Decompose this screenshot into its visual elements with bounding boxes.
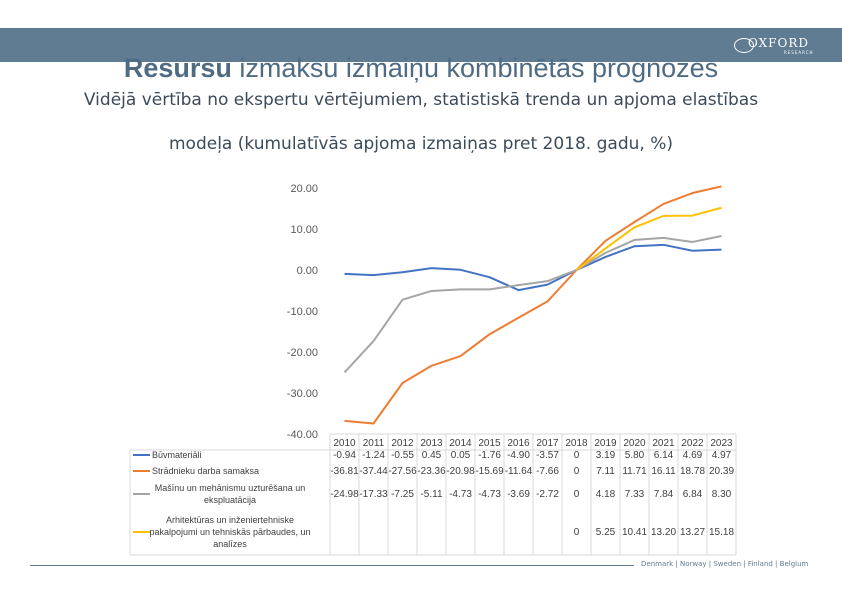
x-tick-label: 2021 <box>652 438 675 449</box>
x-tick-label: 2022 <box>681 438 704 449</box>
x-tick-label: 2017 <box>536 438 559 449</box>
y-tick-label: -40.00 <box>286 429 318 441</box>
legend-label-line: Arhitektūras un inženiertehniske <box>165 515 295 525</box>
y-tick-label: -20.00 <box>286 347 318 359</box>
data-label: 0 <box>573 450 580 461</box>
data-label: -0.55 <box>391 450 414 461</box>
data-label: 0.45 <box>421 450 442 461</box>
footer-countries: Denmark | Norway | Sweden | Finland | Belgium <box>641 560 809 568</box>
data-label: 20.39 <box>708 466 735 477</box>
data-label: -27.56 <box>388 466 417 477</box>
data-label: -4.73 <box>478 489 501 500</box>
data-label: 15.18 <box>708 527 735 538</box>
x-tick-label: 2010 <box>333 438 356 449</box>
data-label: 5.80 <box>624 450 645 461</box>
data-label: -23.36 <box>417 466 446 477</box>
x-tick-label: 2023 <box>710 438 733 449</box>
data-label: 4.18 <box>595 489 616 500</box>
x-tick-label: 2020 <box>623 438 646 449</box>
x-tick-label: 2011 <box>362 438 385 449</box>
series-line-2 <box>345 186 722 423</box>
data-label: -3.57 <box>536 450 559 461</box>
x-tick-label: 2018 <box>565 438 588 449</box>
data-label: 0 <box>573 466 580 477</box>
y-tick-label: 20.00 <box>290 183 318 195</box>
data-label: 7.11 <box>596 466 615 477</box>
data-label: -3.69 <box>507 489 530 500</box>
data-label: -1.76 <box>478 450 501 461</box>
y-tick-label: -30.00 <box>286 388 318 400</box>
y-tick-label: -10.00 <box>286 306 318 318</box>
x-tick-label: 2014 <box>449 438 472 449</box>
data-label: 10.41 <box>621 527 648 538</box>
legend-label-line: ekspluatācija <box>203 495 257 505</box>
data-label: 11.71 <box>622 466 647 477</box>
data-label: 7.33 <box>624 489 645 500</box>
data-label: 4.69 <box>682 450 703 461</box>
data-label: 5.25 <box>595 527 616 538</box>
data-label: -24.98 <box>330 489 359 500</box>
legend-label-4 <box>149 515 310 549</box>
data-label: -37.44 <box>359 466 388 477</box>
data-label: -1.24 <box>362 450 385 461</box>
data-label: 0.05 <box>450 450 471 461</box>
data-label: -0.94 <box>333 450 356 461</box>
slide-title-bold: Resursu <box>123 53 232 83</box>
legend-label-2: Strādnieku darba samaksa <box>152 466 260 476</box>
logo-subtext: RESEARCH <box>784 50 814 55</box>
data-label: 6.14 <box>653 450 674 461</box>
logo-text: OXFORD <box>748 36 809 50</box>
x-tick-label: 2012 <box>391 438 414 449</box>
data-label: -4.90 <box>507 450 530 461</box>
y-tick-label: 0.00 <box>296 265 318 277</box>
x-tick-label: 2019 <box>594 438 617 449</box>
y-tick-label: 10.00 <box>290 224 318 236</box>
series-line-3 <box>345 236 722 372</box>
data-label: -17.33 <box>359 489 388 500</box>
data-label: -36.81 <box>330 466 359 477</box>
data-label: -15.69 <box>475 466 504 477</box>
x-tick-label: 2015 <box>478 438 501 449</box>
data-label: 16.11 <box>651 466 676 477</box>
data-label: 6.84 <box>682 489 703 500</box>
data-label: 3.19 <box>595 450 616 461</box>
data-label: -2.72 <box>536 489 559 500</box>
data-label: -11.64 <box>504 466 533 477</box>
legend-label-3 <box>155 483 306 505</box>
data-label: -4.73 <box>449 489 472 500</box>
subtitle-line-1: Vidējā vērtība no ekspertu vērtējumiem, statistiskā trenda un apjoma elastības <box>83 90 759 110</box>
data-label: 0 <box>573 489 580 500</box>
legend-label-line: pakalpojumi un tehniskās pārbaudes, un <box>149 527 311 537</box>
data-label: 0 <box>573 527 580 538</box>
data-label: 13.20 <box>650 527 677 538</box>
legend-label-line: Mašīnu un mehānismu uzturēšana un <box>154 483 306 493</box>
data-label: -20.98 <box>446 466 475 477</box>
x-tick-label: 2013 <box>420 438 443 449</box>
data-label: 4.97 <box>711 450 732 461</box>
data-label: -5.11 <box>420 489 443 500</box>
data-label: 8.30 <box>711 489 732 500</box>
legend-label-1: Būvmateriāli <box>152 450 202 460</box>
data-label: 18.78 <box>679 466 706 477</box>
data-label: 13.27 <box>679 527 706 538</box>
subtitle-line-2: modeļa (kumulatīvās apjoma izmaiņas pret 2018. gadu, %) <box>169 134 673 154</box>
data-label: 7.84 <box>653 489 674 500</box>
data-label: -7.25 <box>391 489 414 500</box>
x-tick-label: 2016 <box>507 438 530 449</box>
footer-divider <box>30 565 634 566</box>
legend-label-line: analīzes <box>213 539 247 549</box>
slide-title-rest: izmaksu izmaiņu kombinētās prognozes <box>231 53 719 83</box>
data-label: -7.66 <box>536 466 559 477</box>
